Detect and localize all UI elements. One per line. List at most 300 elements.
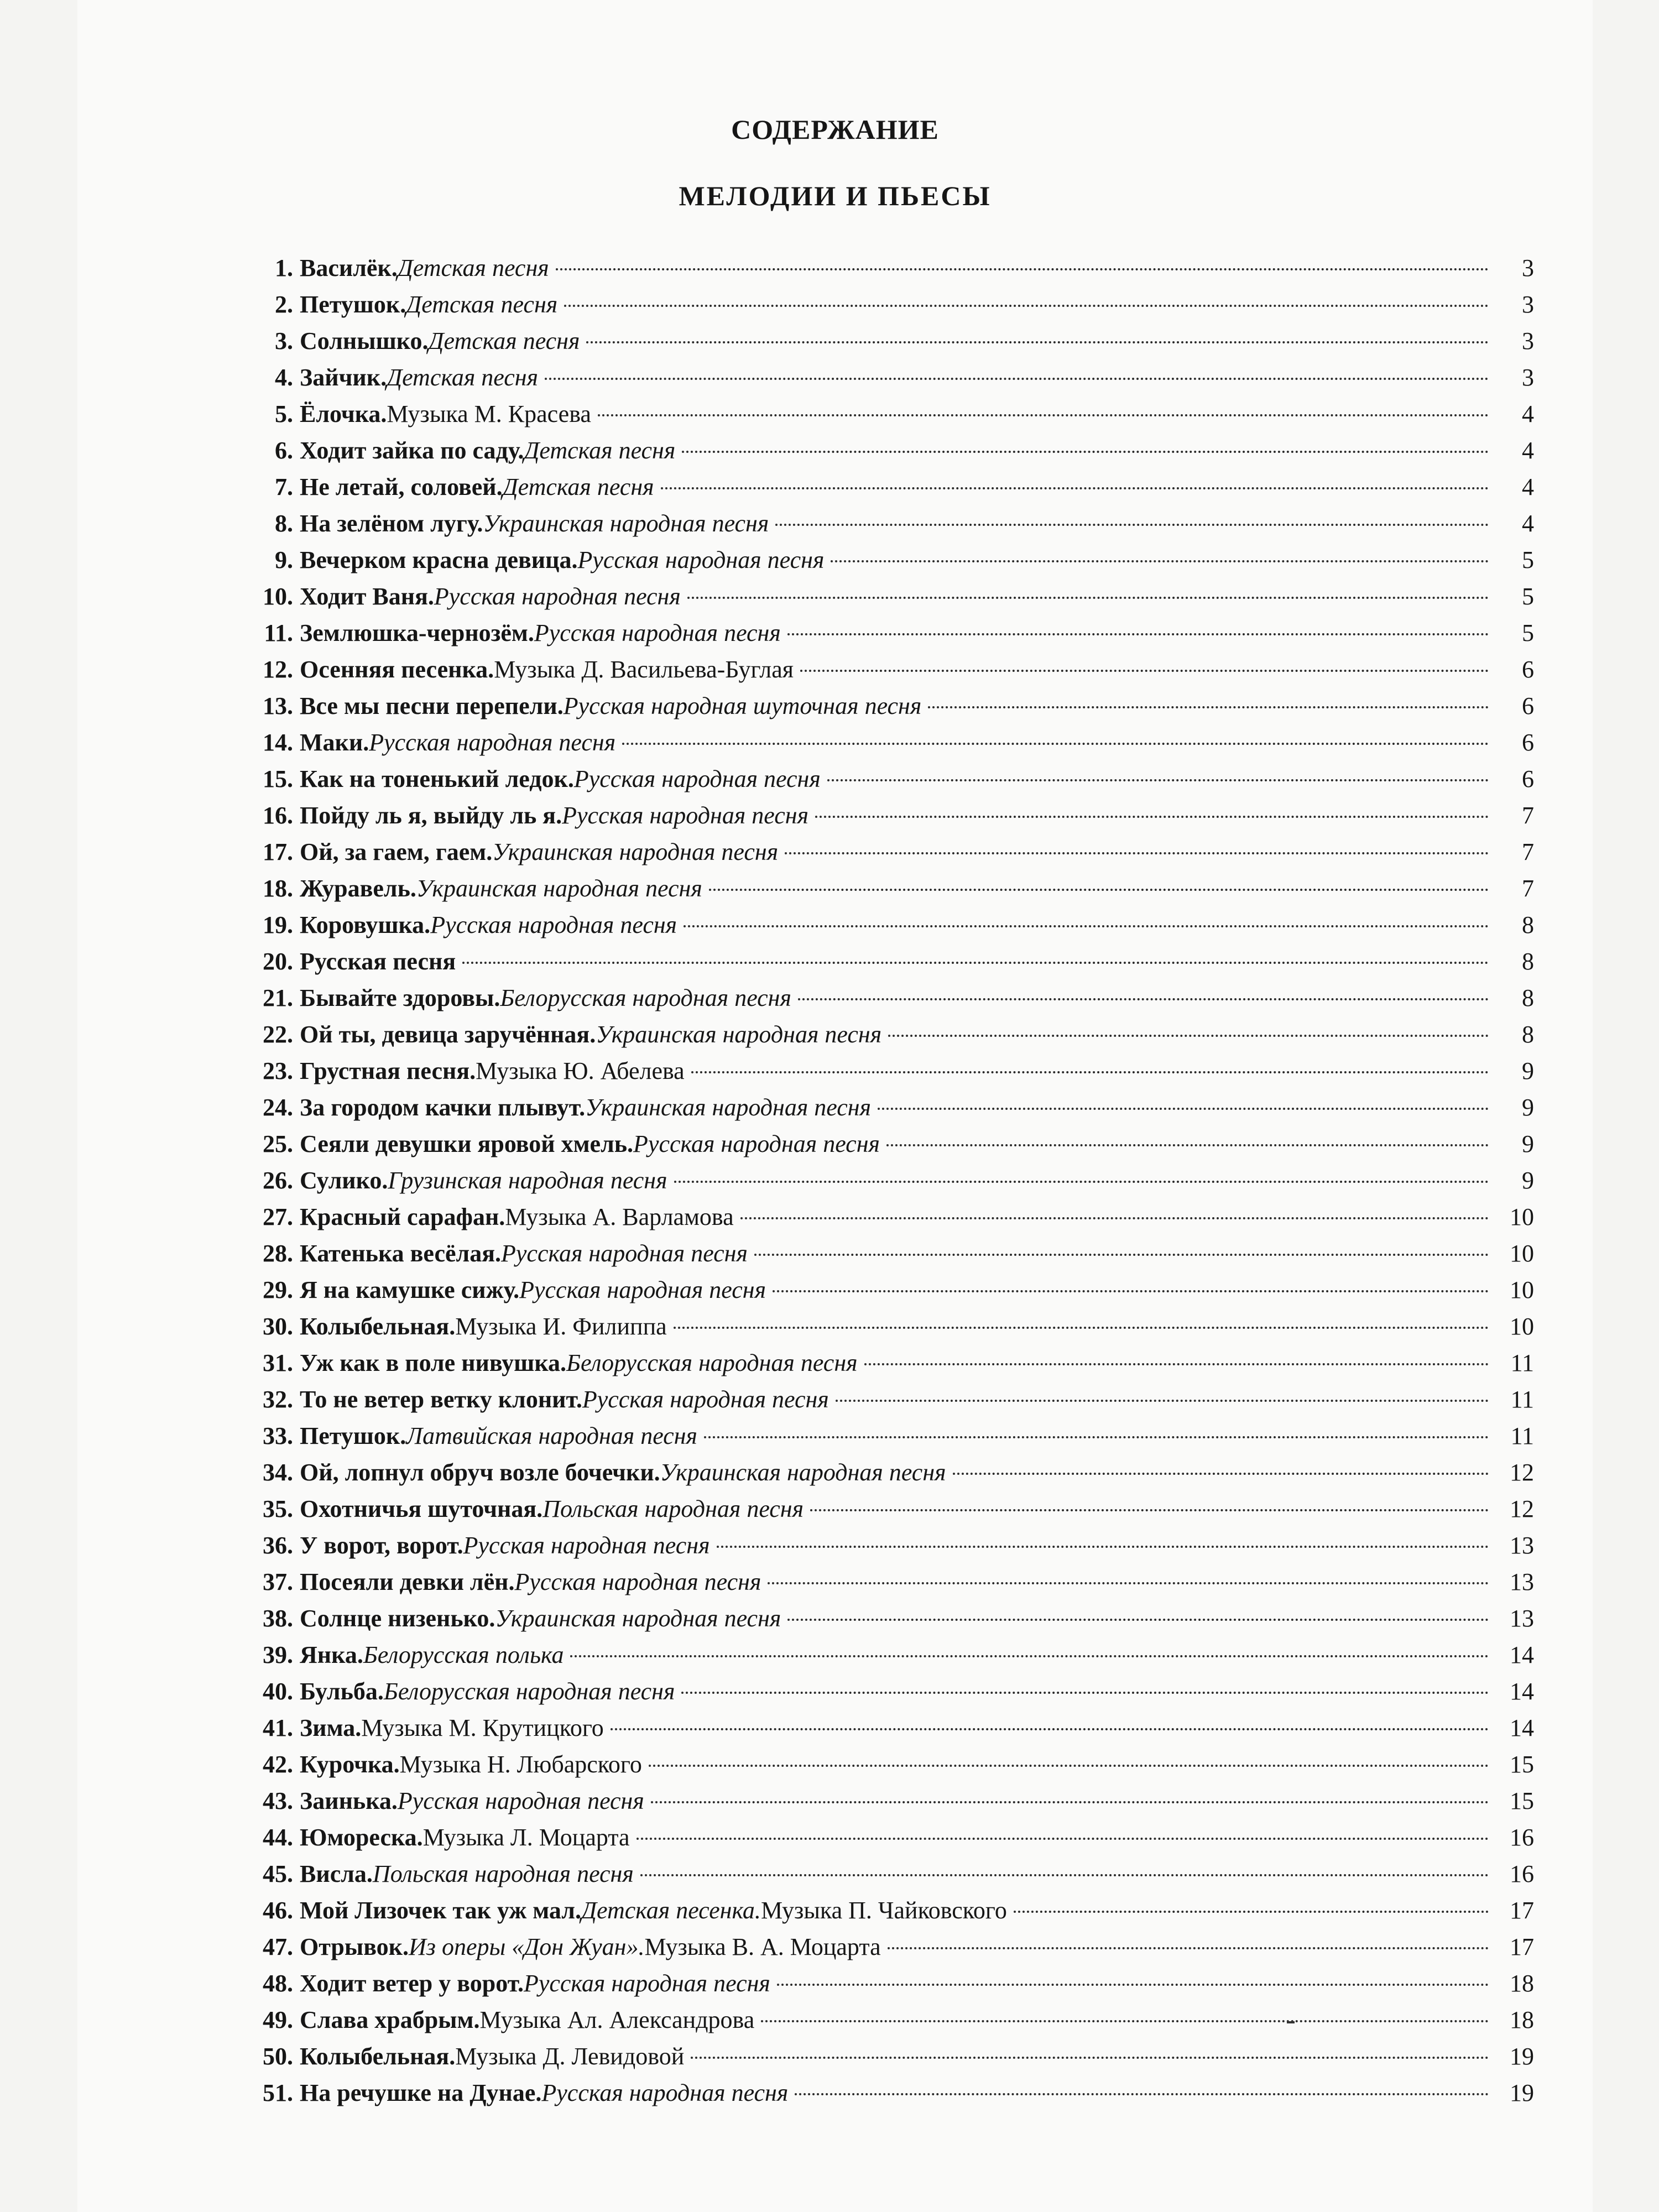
toc-entry (243, 432, 1534, 469)
toc-entry (243, 797, 1534, 834)
entry-number: 33. (263, 1422, 293, 1449)
entry-description: Белорусская народная песня (500, 984, 791, 1011)
entry-page-number: 11 (1510, 1422, 1534, 1449)
entry-composer: Музыка Н. Любарского (399, 1751, 642, 1778)
dot-leader (691, 1071, 1489, 1073)
entry-title: Ходит Ваня. (300, 583, 434, 610)
entry-page-number: 9 (1522, 1130, 1534, 1157)
toc-entry (243, 907, 1534, 943)
entry-description: Украинская народная песня (492, 838, 779, 865)
toc-entry (243, 688, 1534, 724)
toc-entry (243, 250, 1534, 286)
toc-entry (243, 761, 1534, 797)
dot-leader (886, 1144, 1489, 1146)
entry-page-number: 13 (1510, 1568, 1534, 1595)
entry-number: 8. (275, 510, 293, 537)
entry-description: Детская песенка. (581, 1897, 761, 1924)
dot-leader (687, 597, 1489, 599)
dot-leader (684, 925, 1489, 927)
entry-title: Посеяли девки лён. (300, 1568, 515, 1595)
entry-number: 46. (263, 1897, 293, 1924)
entry-title: Сулико. (300, 1167, 388, 1194)
entry-composer: Музыка Ю. Абелева (476, 1057, 685, 1084)
entry-number: 6. (275, 437, 293, 464)
entry-number: 21. (263, 984, 293, 1011)
toc-entry (243, 505, 1534, 542)
entry-title: Катенька весёлая. (300, 1240, 502, 1267)
toc-entry (243, 1564, 1534, 1600)
entry-page-number: 9 (1522, 1057, 1534, 1084)
entry-page-number: 8 (1522, 984, 1534, 1011)
entry-page-number: 3 (1522, 254, 1534, 281)
entry-title: Охотничья шуточная. (300, 1495, 543, 1522)
dot-leader (545, 378, 1489, 380)
entry-title: За городом качки плывут. (300, 1094, 586, 1121)
entry-page-number: 10 (1510, 1240, 1534, 1267)
entry-number: 42. (263, 1751, 293, 1778)
entry-title: Заинька. (300, 1787, 398, 1814)
entry-number: 29. (263, 1276, 293, 1303)
toc-entry (243, 1637, 1534, 1673)
toc-entry (243, 943, 1534, 980)
toc-entry (243, 1126, 1534, 1162)
entry-description: Русская народная песня (562, 802, 809, 829)
entry-number: 22. (263, 1021, 293, 1048)
dot-leader (787, 633, 1489, 635)
entry-title: Пойду ль я, выйду ль я. (300, 802, 562, 829)
entry-title: Землюшка-чернозём. (300, 619, 534, 646)
entry-page-number: 6 (1522, 656, 1534, 683)
entry-description: Русская народная песня (523, 1970, 770, 1997)
entry-page-number: 5 (1522, 546, 1534, 573)
toc-entry (243, 870, 1534, 907)
entry-title: Бывайте здоровы. (300, 984, 500, 1011)
dot-leader (864, 1363, 1489, 1365)
entry-composer: Музыка М. Крутицкого (361, 1714, 604, 1741)
entry-composer: Музыка М. Красева (387, 400, 591, 427)
toc-entry (243, 724, 1534, 761)
dot-leader (717, 1546, 1489, 1548)
toc-entry (243, 1345, 1534, 1381)
dot-leader (674, 1181, 1489, 1183)
entry-page-number: 15 (1510, 1787, 1534, 1814)
dot-leader (800, 670, 1489, 672)
entry-description: Русская народная песня (541, 2079, 789, 2106)
entry-number: 4. (275, 364, 293, 391)
dot-leader (815, 816, 1489, 818)
entry-page-number: 14 (1510, 1678, 1534, 1705)
entry-title: Ой, лопнул обруч возле бочечки. (300, 1459, 660, 1486)
toc-entry (243, 1746, 1534, 1783)
dot-leader (798, 998, 1489, 1000)
entry-composer: Музыка П. Чайковского (760, 1897, 1007, 1924)
entry-title: Мой Лизочек так уж мал. (300, 1897, 581, 1924)
entry-number: 45. (263, 1860, 293, 1887)
entry-title: Курочка. (300, 1751, 400, 1778)
toc-entry (243, 1673, 1534, 1710)
dot-leader (649, 1765, 1489, 1767)
entry-description: Русская народная песня (369, 729, 616, 756)
table-of-contents (243, 250, 1534, 2111)
entry-number: 26. (263, 1167, 293, 1194)
entry-number: 30. (263, 1313, 293, 1340)
entry-composer: Музыка А. Варламова (505, 1203, 734, 1230)
entry-number: 7. (275, 473, 293, 500)
entry-title: Висла. (300, 1860, 373, 1887)
toc-entry (243, 1418, 1534, 1454)
dot-leader (556, 268, 1489, 270)
dot-leader (640, 1874, 1489, 1876)
entry-title: Осенняя песенка. (300, 656, 494, 683)
entry-description: Детская песня (428, 327, 580, 354)
entry-title: Ой, за гаем, гаем. (300, 838, 493, 865)
dot-leader (704, 1436, 1489, 1438)
toc-entry (243, 1600, 1534, 1637)
entry-number: 12. (263, 656, 293, 683)
entry-description: Детская песня (524, 437, 676, 464)
entry-description: Русская народная песня (501, 1240, 748, 1267)
section-title: МЕЛОДИИ И ПЬЕСЫ (679, 180, 992, 211)
toc-entry (243, 1491, 1534, 1527)
dot-leader (928, 706, 1489, 708)
entry-composer: Музыка В. А. Моцарта (644, 1933, 881, 1960)
entry-number: 48. (263, 1970, 293, 1997)
dot-leader (586, 341, 1489, 343)
entry-title: Я на камушке сижу. (300, 1276, 520, 1303)
entry-number: 13. (263, 692, 293, 719)
entry-page-number: 3 (1522, 291, 1534, 318)
entry-title: Слава храбрым. (300, 2006, 480, 2033)
entry-number: 15. (263, 765, 293, 792)
entry-page-number: 4 (1522, 400, 1534, 427)
dot-leader (888, 1035, 1489, 1037)
entry-description: Украинская народная песня (495, 1605, 781, 1632)
dot-leader (785, 852, 1489, 854)
entry-title: Ой ты, девица заручённая. (300, 1021, 596, 1048)
toc-entry (243, 1929, 1534, 1965)
entry-page-number: 18 (1510, 1970, 1534, 1997)
entry-composer: Музыка Л. Моцарта (422, 1824, 630, 1851)
entry-page-number: 11 (1510, 1386, 1534, 1413)
entry-number: 35. (263, 1495, 293, 1522)
entry-number: 41. (263, 1714, 293, 1741)
entry-description: Русская народная песня (434, 583, 681, 610)
entry-page-number: 7 (1522, 838, 1534, 865)
entry-title: Юмореска. (300, 1824, 423, 1851)
toc-entry (243, 651, 1534, 688)
toc-entry (243, 2075, 1534, 2111)
entry-page-number: 3 (1522, 364, 1534, 391)
dot-leader (773, 1290, 1489, 1292)
toc-entry (243, 1965, 1534, 2002)
entry-number: 14. (263, 729, 293, 756)
entry-description: Польская народная песня (372, 1860, 634, 1887)
toc-entry (243, 980, 1534, 1016)
entry-description: Русская народная песня (582, 1386, 829, 1413)
entry-title: Зайчик. (300, 364, 387, 391)
dot-leader (611, 1728, 1489, 1730)
entry-page-number: 10 (1510, 1203, 1534, 1230)
toc-entry (243, 396, 1534, 432)
entry-title: Уж как в поле нивушка. (300, 1349, 567, 1376)
dot-leader (795, 2093, 1489, 2095)
toc-entry (243, 578, 1534, 615)
dot-leader (761, 2020, 1489, 2022)
entry-page-number: 6 (1522, 765, 1534, 792)
entry-number: 50. (263, 2043, 293, 2070)
toc-entry (243, 1819, 1534, 1856)
dot-leader (564, 305, 1489, 307)
entry-number: 36. (263, 1532, 293, 1559)
entry-description: Русская народная песня (514, 1568, 761, 1595)
entry-page-number: 12 (1510, 1459, 1534, 1486)
toc-entry (243, 1381, 1534, 1418)
entry-number: 51. (263, 2079, 293, 2106)
dot-leader (787, 1619, 1489, 1621)
entry-number: 9. (275, 546, 293, 573)
entry-number: 25. (263, 1130, 293, 1157)
entry-description: Русская народная песня (577, 546, 825, 573)
dot-leader (681, 1692, 1489, 1694)
entry-title: На речушке на Дунае. (300, 2079, 542, 2106)
entry-title: У ворот, ворот. (300, 1532, 463, 1559)
entry-description: Русская народная песня (430, 911, 677, 938)
entry-page-number: 15 (1510, 1751, 1534, 1778)
entry-number: 44. (263, 1824, 293, 1851)
entry-page-number: 8 (1522, 911, 1534, 938)
entry-number: 5. (275, 400, 293, 427)
dot-leader (462, 962, 1489, 964)
entry-title: Вечерком красна девица. (300, 546, 578, 573)
entry-description: Белорусская народная песня (383, 1678, 675, 1705)
entry-title: Как на тоненький ледок. (300, 765, 574, 792)
dot-leader (777, 1984, 1489, 1986)
toc-entry (243, 1783, 1534, 1819)
entry-number: 43. (263, 1787, 293, 1814)
entry-description: Русская народная песня (534, 619, 781, 646)
entry-title: Колыбельная. (300, 1313, 456, 1340)
dot-leader (827, 779, 1489, 781)
entry-title: Петушок. (300, 1422, 406, 1449)
entry-description: Детская песня (502, 473, 654, 500)
entry-page-number: 4 (1522, 473, 1534, 500)
entry-title: Русская песня (300, 948, 456, 975)
entry-title: Ходит зайка по саду. (300, 437, 524, 464)
toc-entry (243, 2038, 1534, 2075)
entry-description: Украинская народная песня (416, 875, 702, 902)
toc-entry (243, 1527, 1534, 1564)
toc-entry (243, 1199, 1534, 1235)
entry-number: 39. (263, 1641, 293, 1668)
entry-page-number: 16 (1510, 1860, 1534, 1887)
entry-number: 23. (263, 1057, 293, 1084)
toc-entry (243, 1162, 1534, 1199)
entry-title: То не ветер ветку клонит. (300, 1386, 582, 1413)
entry-page-number: 6 (1522, 729, 1534, 756)
entry-number: 31. (263, 1349, 293, 1376)
entry-title: Ходит ветер у ворот. (300, 1970, 524, 1997)
entry-number: 34. (263, 1459, 293, 1486)
dot-leader (570, 1655, 1489, 1657)
dot-leader (836, 1400, 1489, 1402)
entry-description: Грузинская народная песня (388, 1167, 667, 1194)
toc-entry (243, 542, 1534, 578)
entry-page-number: 7 (1522, 875, 1534, 902)
entry-page-number: 16 (1510, 1824, 1534, 1851)
entry-page-number: 8 (1522, 1021, 1534, 1048)
toc-entry (243, 1016, 1534, 1053)
dot-leader (622, 743, 1489, 745)
toc-entry (243, 323, 1534, 359)
dot-leader (888, 1947, 1489, 1949)
toc-entry (243, 1454, 1534, 1491)
dot-leader (754, 1254, 1489, 1256)
dot-leader (651, 1801, 1489, 1803)
dot-leader (740, 1217, 1489, 1219)
dot-leader (878, 1108, 1489, 1110)
entry-number: 1. (275, 254, 293, 281)
entry-number: 38. (263, 1605, 293, 1632)
entry-number: 20. (263, 948, 293, 975)
entry-description: Украинская народная песня (596, 1021, 882, 1048)
entry-title: Солнце низенько. (300, 1605, 495, 1632)
toc-entry (243, 1053, 1534, 1089)
toc-entry (243, 2002, 1534, 2038)
dot-leader (831, 560, 1489, 562)
entry-page-number: 4 (1522, 437, 1534, 464)
dot-leader (674, 1327, 1489, 1329)
entry-page-number: 19 (1510, 2043, 1534, 2070)
toc-entry (243, 1856, 1534, 1892)
entry-title: На зелёном лугу. (300, 510, 483, 537)
entry-title: Красный сарафан. (300, 1203, 505, 1230)
toc-entry (243, 1089, 1534, 1126)
toc-entry (243, 1892, 1534, 1929)
entry-description: Детская песня (397, 254, 549, 281)
entry-page-number: 4 (1522, 510, 1534, 537)
entry-composer: Музыка Д. Левидовой (455, 2043, 685, 2070)
entry-number: 3. (275, 327, 293, 354)
entry-title: Зима. (300, 1714, 362, 1741)
entry-title: Солнышко. (300, 327, 429, 354)
entry-title: Ёлочка. (300, 400, 387, 427)
toc-entry (243, 469, 1534, 505)
entry-number: 16. (263, 802, 293, 829)
entry-title: Отрывок. (300, 1933, 409, 1960)
entry-description: Русская народная песня (519, 1276, 766, 1303)
entry-page-number: 11 (1510, 1349, 1534, 1376)
toc-entry (243, 1710, 1534, 1746)
entry-description: Русская народная песня (633, 1130, 880, 1157)
toc-entry (243, 286, 1534, 323)
entry-page-number: 7 (1522, 802, 1534, 829)
entry-description: Детская песня (406, 291, 558, 318)
entry-page-number: 3 (1522, 327, 1534, 354)
entry-page-number: 17 (1510, 1933, 1534, 1960)
toc-entry (243, 1272, 1534, 1308)
dot-leader (775, 524, 1489, 526)
entry-composer: Музыка Ал. Александрова (479, 2006, 755, 2033)
entry-description: Детская песня (387, 364, 539, 391)
toc-entry (243, 359, 1534, 396)
entry-page-number: 10 (1510, 1313, 1534, 1340)
entry-description: Из оперы «Дон Жуан». (409, 1933, 645, 1960)
entry-description: Украинская народная песня (483, 510, 769, 537)
dot-leader (682, 451, 1489, 453)
entry-page-number: 17 (1510, 1897, 1534, 1924)
dot-leader (661, 487, 1489, 489)
entry-description: Латвийская народная песня (406, 1422, 697, 1449)
entry-title: Колыбельная. (300, 2043, 456, 2070)
entry-page-number: 13 (1510, 1532, 1534, 1559)
entry-number: 37. (263, 1568, 293, 1595)
entry-composer: Музыка Д. Васильева-Буглая (494, 656, 794, 683)
entry-number: 32. (263, 1386, 293, 1413)
dot-leader (953, 1473, 1489, 1475)
toc-entry (243, 1235, 1534, 1272)
entry-description: Белорусская народная песня (566, 1349, 858, 1376)
entry-description: Белорусская полька (363, 1641, 564, 1668)
entry-description: Русская народная шуточная песня (563, 692, 922, 719)
document-page (77, 0, 1593, 2212)
entry-page-number: 14 (1510, 1714, 1534, 1741)
entry-description: Украинская народная песня (585, 1094, 872, 1121)
entry-title: Петушок. (300, 291, 406, 318)
dot-leader (598, 414, 1489, 416)
entry-title: Коровушка. (300, 911, 431, 938)
dot-leader (810, 1509, 1489, 1511)
entry-number: 27. (263, 1203, 293, 1230)
dash-mark (1287, 2021, 1295, 2023)
entry-title: Маки. (300, 729, 369, 756)
entry-number: 10. (263, 583, 293, 610)
dot-leader (691, 2057, 1489, 2059)
entry-description: Русская народная песня (463, 1532, 710, 1559)
entry-number: 19. (263, 911, 293, 938)
page-title: СОДЕРЖАНИЕ (731, 114, 939, 145)
entry-number: 24. (263, 1094, 293, 1121)
entry-title: Бульба. (300, 1678, 384, 1705)
entry-page-number: 9 (1522, 1094, 1534, 1121)
entry-title: Сеяли девушки яровой хмель. (300, 1130, 634, 1157)
entry-description: Русская народная песня (573, 765, 821, 792)
entry-page-number: 10 (1510, 1276, 1534, 1303)
entry-description: Украинская народная песня (660, 1459, 946, 1486)
toc-entry (243, 834, 1534, 870)
dot-leader (1014, 1911, 1489, 1913)
entry-page-number: 5 (1522, 619, 1534, 646)
dot-leader (768, 1582, 1489, 1584)
entry-title: Все мы песни перепели. (300, 692, 564, 719)
entry-description: Польская народная песня (542, 1495, 804, 1522)
toc-entry (243, 1308, 1534, 1345)
entry-page-number: 6 (1522, 692, 1534, 719)
entry-title: Янка. (300, 1641, 363, 1668)
entry-title: Не летай, соловей. (300, 473, 503, 500)
entry-page-number: 14 (1510, 1641, 1534, 1668)
entry-number: 40. (263, 1678, 293, 1705)
entry-page-number: 8 (1522, 948, 1534, 975)
entry-title: Грустная песня. (300, 1057, 476, 1084)
dot-leader (637, 1838, 1489, 1840)
entry-title: Василёк. (300, 254, 398, 281)
entry-page-number: 13 (1510, 1605, 1534, 1632)
entry-page-number: 5 (1522, 583, 1534, 610)
entry-number: 49. (263, 2006, 293, 2033)
entry-page-number: 12 (1510, 1495, 1534, 1522)
entry-number: 2. (275, 291, 293, 318)
entry-description: Русская народная песня (397, 1787, 644, 1814)
